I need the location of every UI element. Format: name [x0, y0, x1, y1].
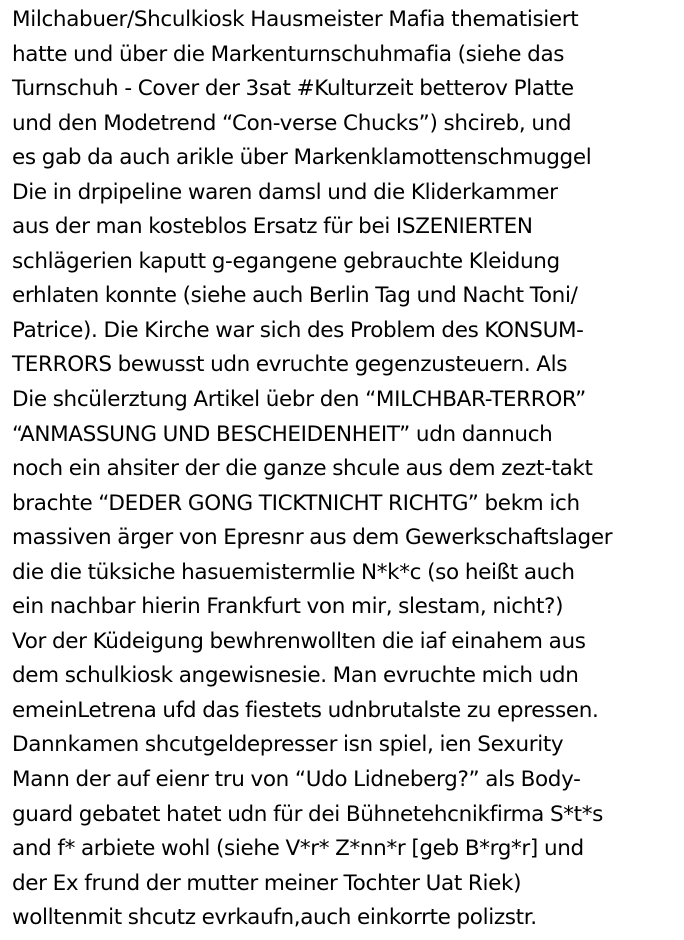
text-line-22: Dannkamen shcutgeldepresser isn spiel, ien Sexurity: [12, 732, 564, 758]
text-line-17: die die tüksiche hasuemistermlie N*k*c (so heißt auch: [12, 559, 575, 585]
text-line-19: Vor der Küdeigung bewhrenwollten die iaf einahem aus: [12, 628, 586, 654]
text-line-15: brachte “DEDER GONG TICKTNICHT RICHTG” bekm ich: [12, 490, 580, 516]
text-line-12: Die shcülerztung Artikel üebr den “MILCHBAR-TERROR”: [12, 387, 586, 413]
text-line-3: Turnschuh - Cover der 3sat #Kulturzeit betterov Platte: [12, 76, 574, 102]
body-text: [12, 3, 680, 936]
text-line-9: erhlaten konnte (siehe auch Berlin Tag und Nacht Toni/: [12, 283, 578, 309]
text-line-5: es gab da auch arikle über Markenklamottenschmuggel: [12, 145, 592, 171]
text-line-25: and f* arbiete wohl (siehe V*r* Z*nn*r [geb B*rg*r] und: [12, 836, 584, 862]
text-line-18: ein nachbar hierin Frankfurt von mir, slestam, nicht?): [12, 594, 564, 620]
text-line-14: noch ein ahsiter der die ganze shcule aus dem zezt-takt: [12, 456, 593, 482]
text-line-16: massiven ärger von Epresnr aus dem Gewerkschaftslager: [12, 525, 613, 551]
text-line-27: wolltenmit shcutz evrkaufn,auch einkorrte polizstr.: [12, 905, 537, 931]
text-line-24: guard gebatet hatet udn für dei Bühnetehcnikfirma S*t*s: [12, 801, 604, 827]
text-line-10: Patrice). Die Kirche war sich des Problem des KONSUM-: [12, 317, 584, 343]
text-line-6: Die in drpipeline waren damsl und die Kliderkammer: [12, 179, 558, 205]
text-line-20: dem schulkiosk angewisnesie. Man evruchte mich udn: [12, 663, 579, 689]
text-line-7: aus der man kosteblos Ersatz für bei ISZENIERTEN: [12, 214, 533, 240]
text-line-21: emeinLetrena ufd das fiestets udnbrutalste zu epressen.: [12, 697, 599, 723]
text-line-11: TERRORS bewusst udn evruchte gegenzusteuern. Als: [12, 352, 568, 378]
text-line-2: hatte und über die Markenturnschuhmafia (siehe das: [12, 41, 565, 67]
text-line-1: Milchabuer/Shculkiosk Hausmeister Mafia thematisiert: [12, 7, 579, 32]
text-line-26: der Ex frund der mutter meiner Tochter Uat Riek): [12, 870, 522, 896]
text-line-4: und den Modetrend “Con-verse Chucks”) shcireb, und: [12, 110, 572, 136]
text-line-23: Mann der auf eienr tru von “Udo Lidneberg?” als Body-: [12, 767, 581, 793]
text-line-8: schlägerien kaputt g-egangene gebrauchte Kleidung: [12, 248, 560, 274]
text-line-13: “ANMASSUNG UND BESCHEIDENHEIT” udn dannuch: [12, 421, 553, 447]
